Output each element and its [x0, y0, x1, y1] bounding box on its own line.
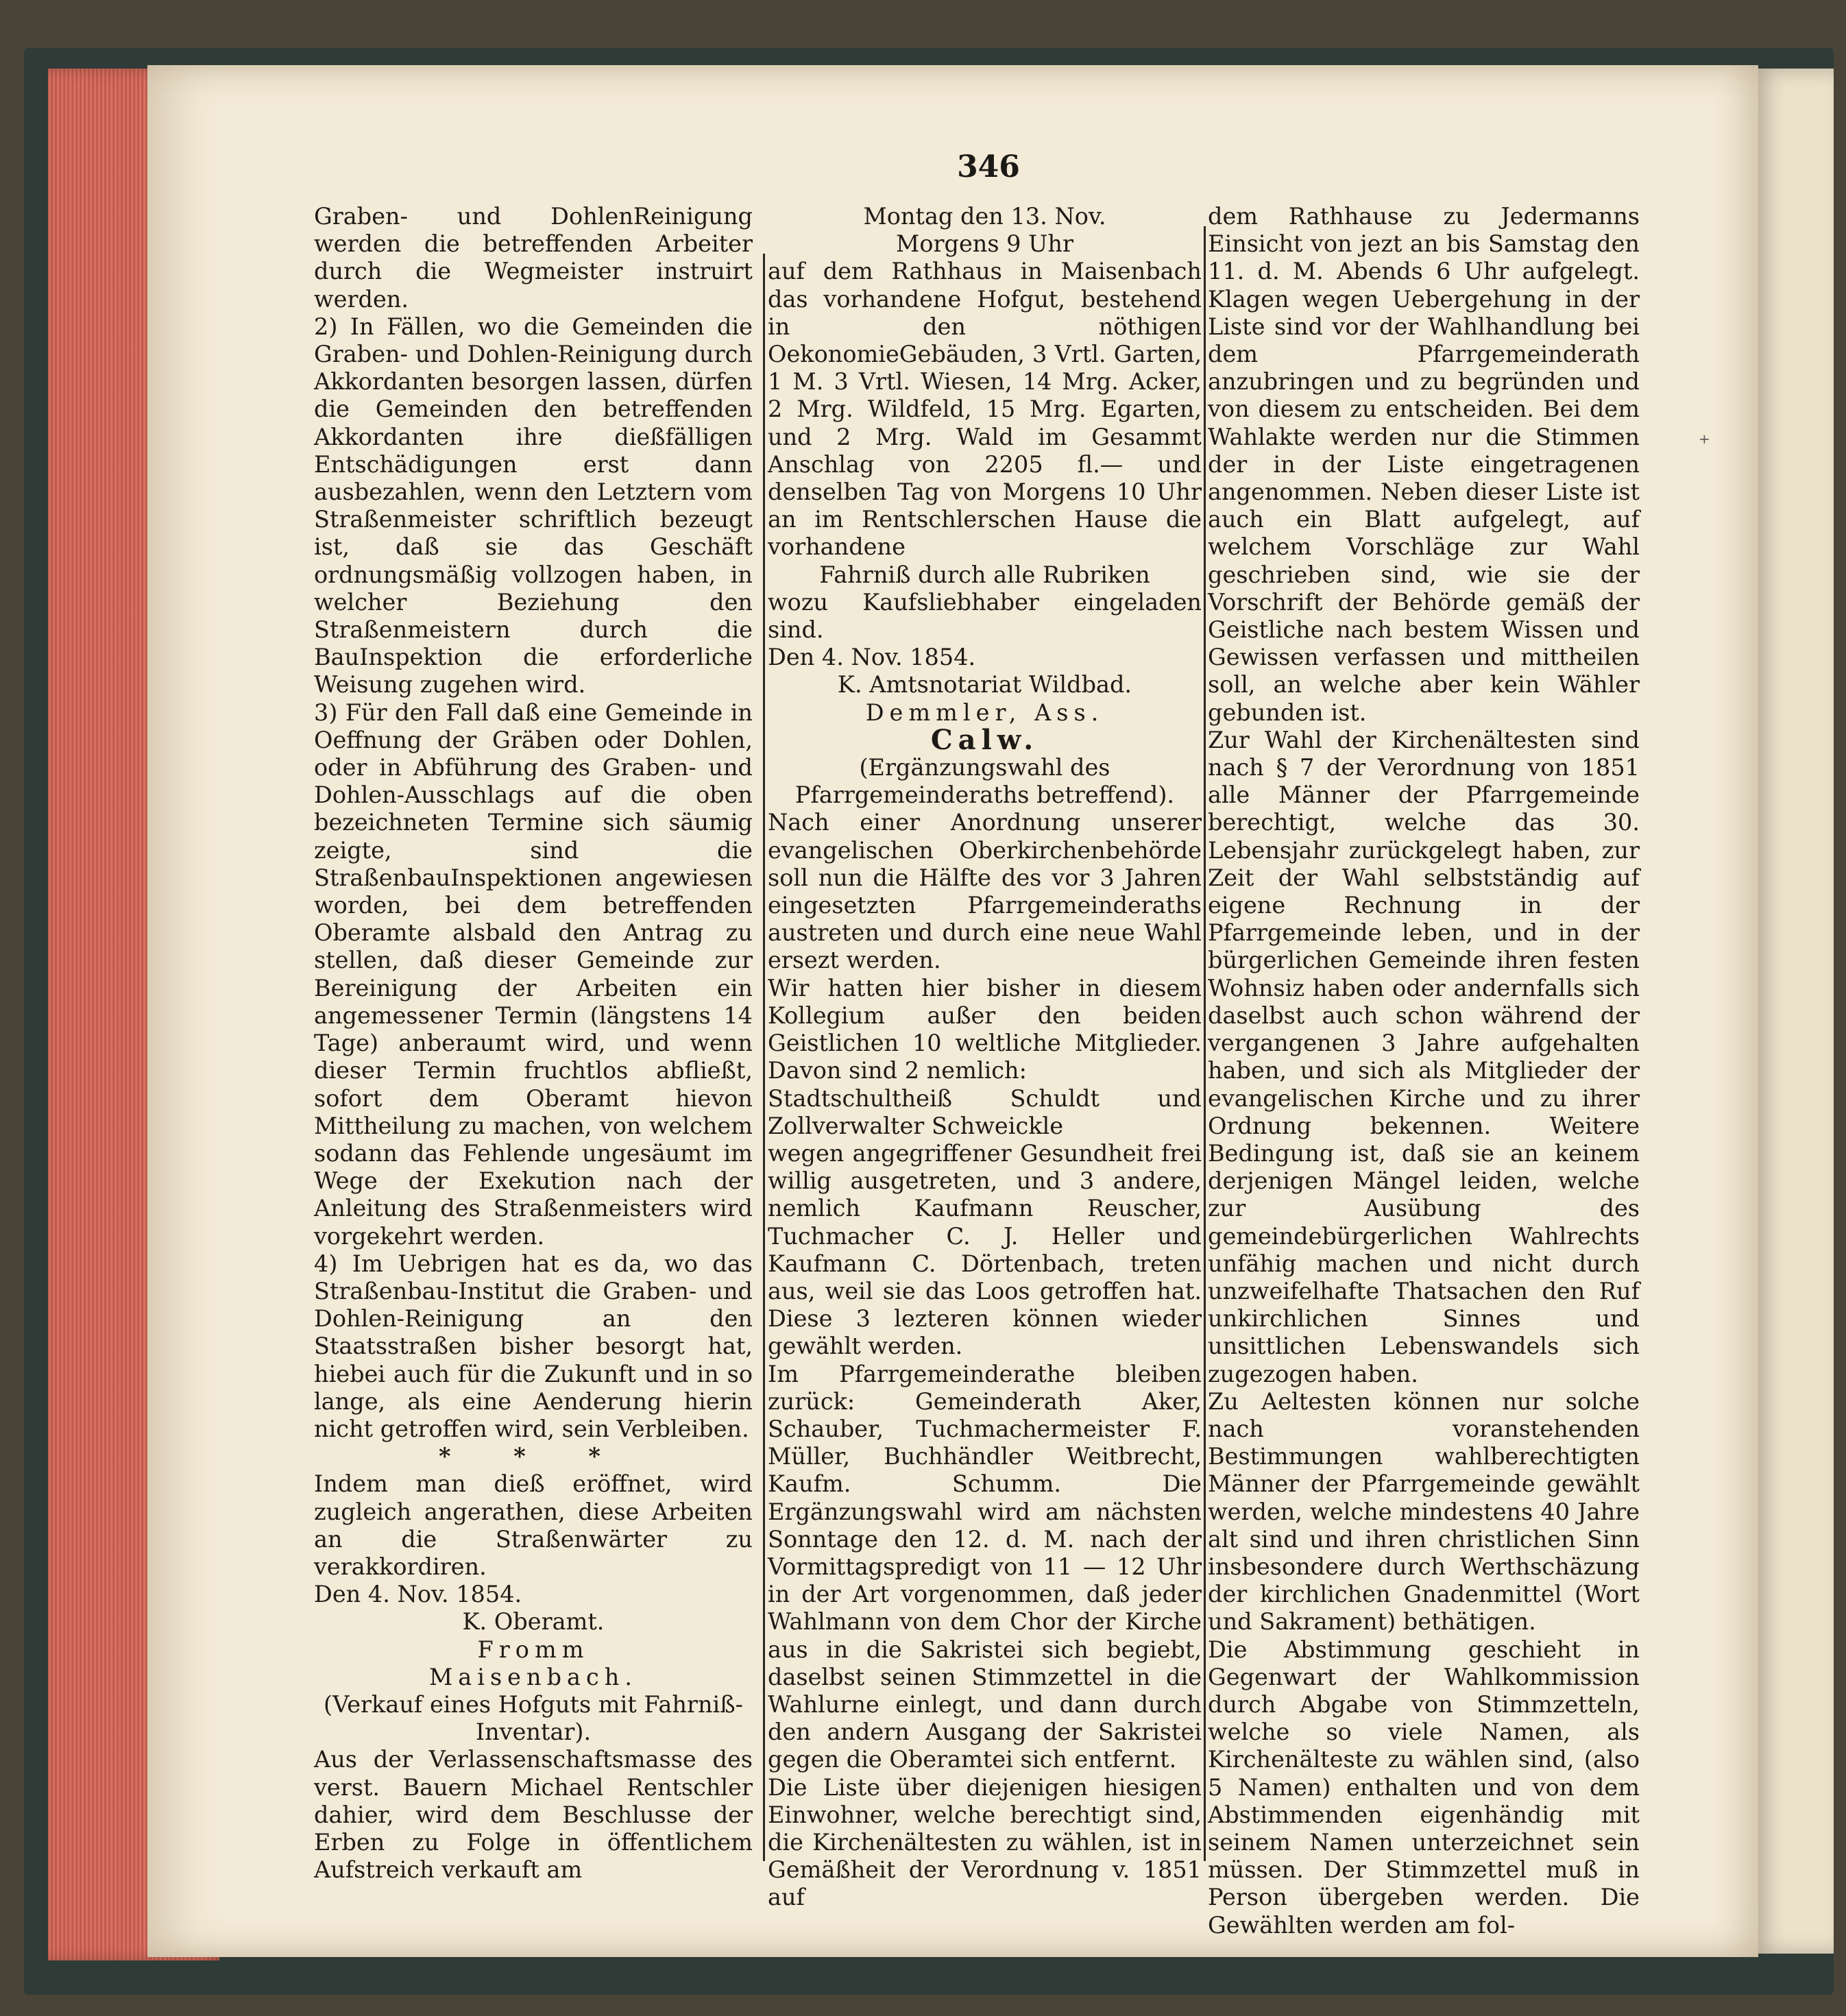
page-number: 346 [957, 149, 1020, 184]
paragraph: Aus der Verlassenschaftsmasse des verst. Bauern Michael Rentschler dahier, wird dem Beschlusse der Erben zu Folge in öffentlichem Aufstreich verkauft am [314, 1746, 753, 1884]
paragraph: wegen angegriffener Gesundheit frei willig ausgetreten, und 3 andere, nemlich Kaufmann Reuscher, Tuchmacher C. J. Heller und Kaufmann C. Dörtenbach, treten aus, weil sie das Loos getroffen hat. Diese 3 lezteren können wieder gewählt werden. [768, 1139, 1202, 1360]
signer-name: Fromm [477, 1636, 590, 1663]
paragraph: Wir hatten hier bisher in diesem Kollegium außer den beiden Geistlichen 10 weltliche Mitglieder. Davon sind 2 nemlich: [768, 974, 1202, 1084]
section-subtitle: (Verkauf eines Hofguts mit Fahrniß-Inventar). [324, 1690, 743, 1746]
paragraph: Graben- und DohlenReinigung werden die betreffenden Arbeiter durch die Wegmeister instruirt werden. [314, 203, 753, 313]
paragraph: Indem man dieß eröffnet, wird zugleich angerathen, diese Arbeiten an die Straßenwärter zu verakkordiren. [314, 1470, 753, 1580]
section-subtitle: (Ergänzungswahl des Pfarrgemeinderaths betreffend). [794, 754, 1175, 809]
notice-date: Den 4. Nov. 1854. [768, 644, 976, 671]
paragraph: Im Pfarrgemeinderathe bleiben zurück: Gemeinderath Aker, Schauber, Tuchmachermeister F. Müller, Buchhändler Weitbrecht, Kaufm. Schumm. Die Ergänzungswahl wird am nächsten Sonntage den 12. d. M. nach der Vormittagspredigt von 11 — 12 Uhr in der Art vorgenommen, daß jeder Wahlmann von dem Chor der Kirche aus in die Sakristei sich begiebt, daselbst seinen Stimmzettel in die Wahlurne einlegt, und dann durch den andern Ausgang der Sakristei gegen die Oberamtei sich entfernt. [768, 1360, 1202, 1773]
paragraph: Zu Aeltesten können nur solche nach voranstehenden Bestimmungen wahlberechtigten Männer der Pfarrgemeinde gewählt werden, welche mindestens 40 Jahre alt sind und ihren christlichen Sinn insbesondere durch Werthschäzung der kirchlichen Gnadenmittel (Wort und Sakrament) bethätigen. [1208, 1387, 1640, 1636]
issuing-office: K. Oberamt. [462, 1608, 605, 1636]
column-middle [768, 203, 1202, 1912]
paragraph: Die Abstimmung geschieht in Gegenwart der Wahlkommission durch Abgabe von Stimmzetteln, welche so viele Namen, als Kirchenälteste zu wählen sind, (also 5 Namen) enthalten und von dem Abstimmenden eigenhändig mit seinem Namen unterzeichnet sein müssen. Der Stimmzettel muß in Person übergeben werden. Die Gewählten werden am fol- [1208, 1636, 1640, 1939]
column-rule-left [763, 254, 765, 1861]
paragraph: wozu Kaufsliebhaber eingeladen sind. [768, 588, 1202, 644]
facing-page-edge [1751, 69, 1834, 1954]
margin-mark: + [1699, 430, 1710, 447]
signer-name: Demmler, Ass. [865, 699, 1104, 726]
section-place-heading: Maisenbach. [429, 1663, 637, 1690]
sale-time-line: Morgens 9 Uhr [896, 230, 1073, 258]
paragraph: 2) In Fällen, wo die Gemeinden die Graben- und Dohlen-Reinigung durch Akkordanten besorgen lassen, dürfen die Gemeinden den betreffenden Akkordanten ihre dießfälligen Entschädigungen erst dann ausbezahlen, wenn den Letztern vom Straßenmeister schriftlich bezeugt ist, daß sie das Geschäft ordnungsmäßig vollzogen haben, in welcher Beziehung den Straßenmeistern durch die BauInspektion die erforderliche Weisung zugehen wird. [314, 313, 753, 699]
notice-date: Den 4. Nov. 1854. [314, 1581, 522, 1608]
paragraph: dem Rathhause zu Jedermanns Einsicht von jezt an bis Samstag den 11. d. M. Abends 6 Uhr aufgelegt. Klagen wegen Uebergehung in der Liste sind vor der Wahlhandlung bei dem Pfarrgemeinderath anzubringen und zu begründen und von diesem zu entscheiden. Bei dem Wahlakte werden nur die Stimmen der in der Liste eingetragenen angenommen. Neben dieser Liste ist auch ein Blatt aufgelegt, auf welchem Vorschläge zur Wahl geschrieben sind, wie sie der Vorschrift der Behörde gemäß der Geistliche nach bestem Wissen und Gewissen verfassen und mittheilen soll, an welche aber kein Wähler gebunden ist. [1208, 203, 1640, 726]
issuing-office: K. Amtsnotariat Wildbad. [837, 671, 1132, 699]
paragraph: Nach einer Anordnung unserer evangelischen Oberkirchenbehörde soll nun die Hälfte des vor 3 Jahren eingesetzten Pfarrgemeinderaths austreten und durch eine neue Wahl ersezt werden. [768, 809, 1202, 974]
column-rule-right [1204, 226, 1206, 1861]
paragraph: 3) Für den Fall daß eine Gemeinde in Oeffnung der Gräben oder Dohlen, oder in Abführung des Graben- und Dohlen-Ausschlags auf die oben bezeichneten Termine sich säumig zeigte, sind die StraßenbauInspektionen angewiesen worden, bei dem betreffenden Oberamte alsbald den Antrag zu stellen, daß dieser Gemeinde zur Bereinigung der Arbeiten ein angemessener Termin (längstens 14 Tage) anberaumt wird, und wenn dieser Termin fruchtlos abfließt, sofort dem Oberamt hievon Mittheilung zu machen, von welchem sodann das Fehlende ungesäumt im Wege der Exekution nach der Anleitung des Straßenmeisters wird vorgekehrt werden. [314, 699, 753, 1250]
paragraph: Zur Wahl der Kirchenältesten sind nach § 7 der Verordnung von 1851 alle Männer der Pfarrgemeinde berechtigt, welche das 30. Lebensjahr zurückgelegt haben, zur Zeit der Wahl selbstständig auf eigene Rechnung in der Pfarrgemeinde leben, und in der bürgerlichen Gemeinde ihren festen Wohnsiz haben oder andernfalls sich daselbst auch schon während der vergangenen 3 Jahre aufgehalten haben, und sich als Mitglieder der evangelischen Kirche und zu ihrer Ordnung bekennen. Weitere Bedingung ist, daß sie an keinem derjenigen Mängel leiden, welche zur Ausübung des gemeindebürgerlichen Wahlrechts unfähig machen und nicht durch unzweifelhafte Thatsachen den Ruf unkirchlichen Sinnes und unsittlichen Lebenswandels sich zugezogen haben. [1208, 726, 1640, 1387]
sale-date-line: Montag den 13. Nov. [863, 203, 1106, 230]
column-left [314, 203, 753, 1884]
paragraph: Stadtschultheiß Schuldt und Zollverwalter Schweickle [768, 1084, 1202, 1139]
section-divider-stars: * * * [439, 1443, 628, 1470]
section-place-heading: Calw. [930, 723, 1039, 756]
paragraph: Fahrniß durch alle Rubriken [819, 561, 1150, 588]
paragraph: 4) Im Uebrigen hat es da, wo das Straßenbau-Institut die Graben- und Dohlen-Reinigung an den Staatsstraßen bisher besorgt hat, hiebei auch für die Zukunft und in so lange, als eine Aenderung hierin nicht getroffen wird, sein Verbleiben. [314, 1250, 753, 1442]
paragraph: Die Liste über diejenigen hiesigen Einwohner, welche berechtigt sind, die Kirchenältesten zu wählen, ist in Gemäßheit der Verordnung v. 1851 auf [768, 1773, 1202, 1911]
paragraph: auf dem Rathhaus in Maisenbach das vorhandene Hofgut, bestehend in den nöthigen OekonomieGebäuden, 3 Vrtl. Garten, 1 M. 3 Vrtl. Wiesen, 14 Mrg. Acker, 2 Mrg. Wildfeld, 15 Mrg. Egarten, und 2 Mrg. Wald im Gesammt Anschlag von 2205 fl.— und denselben Tag von Morgens 10 Uhr an im Rentschlerschen Hause die vorhandene [768, 258, 1202, 561]
column-right [1208, 203, 1640, 1939]
